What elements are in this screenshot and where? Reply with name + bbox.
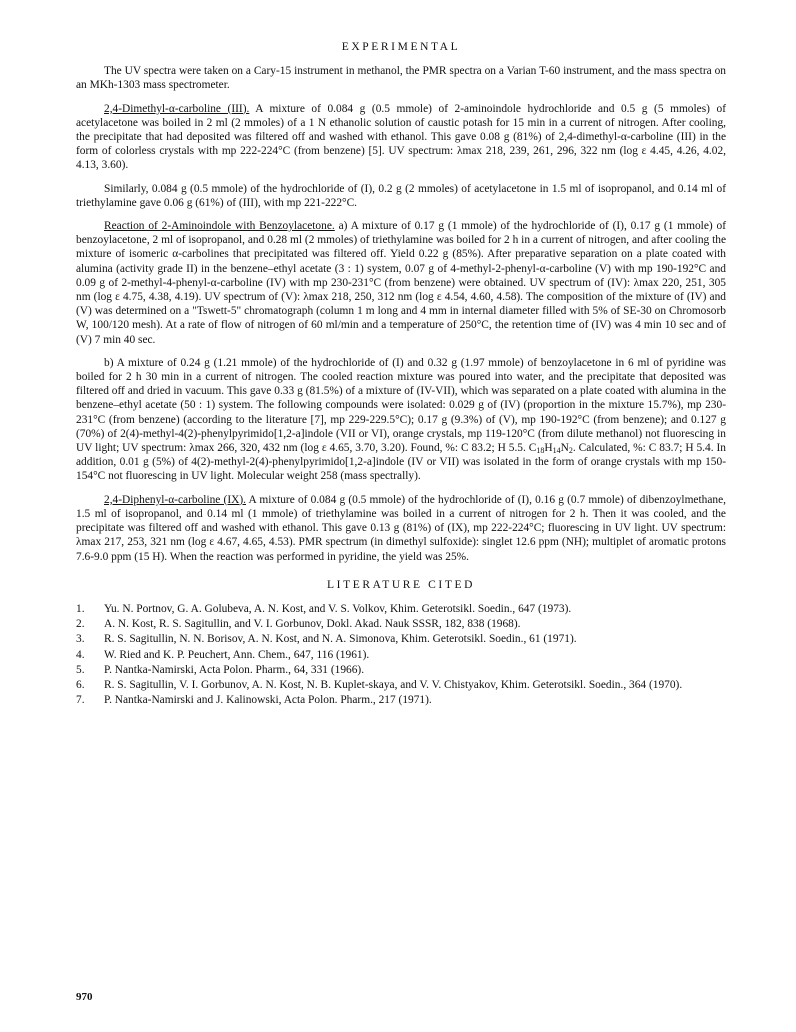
reference-item — [76, 602, 726, 616]
article-page — [76, 40, 726, 708]
reference-number: 7. — [76, 694, 85, 707]
paragraph-body-continued: . Calculated, %: C 83.7; H 5.4. In addition, 0.01 g (5%) of 4(2)-methyl-2(4)-phenylpyrimido[1,2-a]indole (IV or VII) was isolated in the form of orange crystals with mp 150-154°C not fluorescing in UV light. Molecular weight 258 (mass spectrally). — [76, 442, 727, 483]
reference-item — [76, 648, 726, 662]
reference-number: 1. — [76, 602, 85, 615]
molecular-formula: $C_{18}H_{14}N_2$ — [528, 442, 573, 456]
reference-number: 6. — [76, 678, 85, 691]
reference-text: Yu. N. Portnov, G. A. Golubeva, A. N. Kost, and V. S. Volkov, Khim. Geterotsikl. Soedin., 647 (1973). — [104, 602, 572, 615]
reference-item — [76, 632, 726, 646]
reference-text: P. Nantka-Namirski and J. Kalinowski, Acta Polon. Pharm., 217 (1971). — [104, 694, 432, 707]
paragraph-similarly: Similarly, 0.084 g (0.5 mmole) of the hydrochloride of (I), 0.2 g (2 mmoles) of acetylacetone in 1.5 ml of isopropanol, and 0.14 ml of triethylamine gave 0.06 g (61%) of (III), with mp 221-222°C. — [76, 182, 726, 209]
paragraph-variant-b — [76, 356, 726, 484]
paragraph-body: a) A mixture of 0.17 g (1 mmole) of the hydrochloride of (I), 0.17 g (1 mmole) of benzoylacetone, 2 ml of isopropanol, and 0.28 ml (2 mmoles) of triethylamine was boiled for 2 h in a current of nitrogen, and after cooling the mixture of isomeric α-carbolines that precipitated was filtered off. Yield 0.22 g (85%). After preparative separation on a plate coated with alumina (activity grade II) in the benzene–ethyl acetate (3 : 1) system, 0.07 g of 4-methyl-2-phenyl-α-carboline (V) with mp 190-192°C and 0.09 g of 2-methyl-4-phenyl-α-carboline (IV) with mp 230-231°C (from benzene) were obtained. UV spectrum of (IV): λmax 220, 251, 305 nm (log ε 4.75, 4.38, 4.19). UV spectrum of (V): λmax 218, 250, 312 nm (log ε 4.54, 4.60, 4.58). The composition of the mixture of (IV) and (V) was determined on a "Tswett-5" chromatograph (column 1 m long and 4 mm in internal diameter filled with 5% of SE-30 on Chromosorb W, 100/120 mesh). At a rate of flow of nitrogen of 60 ml/min and a temperature of 250°C, the retention time of (IV) was 4 min 10 sec and of (V) 7 min 40 sec. — [76, 220, 726, 346]
paragraph-title: 2,4-Dimethyl-α-carboline (III). — [104, 102, 250, 115]
reference-item — [76, 693, 726, 707]
reference-number: 4. — [76, 648, 85, 661]
reference-number: 2. — [76, 618, 85, 631]
reference-item — [76, 617, 726, 631]
section-heading: EXPERIMENTAL — [341, 41, 461, 53]
paragraph-title: Reaction of 2-Aminoindole with Benzoylacetone. — [104, 220, 335, 233]
paragraph-title: 2,4-Diphenyl-α-carboline (IX). — [104, 493, 246, 506]
intro-paragraph: The UV spectra were taken on a Cary-15 instrument in methanol, the PMR spectra on a Varian T-60 instrument, and the mass spectra on an MKh-1303 mass spectrometer. — [76, 65, 726, 92]
reference-number: 3. — [76, 633, 85, 646]
paragraph-benzoylacetone-reaction — [76, 219, 726, 347]
reference-text: P. Nantka-Namirski, Acta Polon. Pharm., 64, 331 (1966). — [104, 663, 365, 676]
reference-text: W. Ried and K. P. Peuchert, Ann. Chem., 647, 116 (1961). — [104, 648, 370, 661]
page-number: 970 — [76, 991, 93, 1003]
literature-heading: LITERATURE CITED — [327, 578, 475, 591]
paragraph-diphenyl-carboline — [76, 493, 726, 564]
paragraph-body: b) A mixture of 0.24 g (1.21 mmole) of the hydrochloride of (I) and 0.32 g (1.97 mmole) of benzoylacetone in 6 ml of pyridine was boiled for 2 h 30 min in a current of nitrogen. The cooled reaction mixture was poured into water, and the precipitate that deposited was filtered off and dried in vacuum. This gave 0.33 g (81.5%) of a mixture of (IV-VII), which was separated on a plate coated with alumina in the benzene–ethyl acetate (50 : 1) system. The following compounds were isolated: 0.029 g of (IV) (proportion in the mixture 15.7%), mp 230-231°C (from benzene) (according to the literature [7], mp 229-229.5°C); 0.17 g (9.3%) of (V), mp 190-192°C (from benzene); and 0.127 g (70%) of 2(4)-methyl-4(2)-phenylpyrimido[1,2-a]indole (VII or VI), orange crystals, mp 119-120°C (from dilute methanol) not fluorescing in UV light; UV spectrum: λmax 266, 320, 432 nm (log ε 4.65, 3.70, 3.20). Found, %: C 83.2; H 5.5. — [76, 356, 726, 455]
reference-text: R. S. Sagitullin, V. I. Gorbunov, A. N. Kost, N. B. Kuplet-skaya, and V. V. Chistyakov, Khim. Geterotsikl. Soedin., 364 (1970). — [104, 678, 683, 691]
paragraph-dimethyl-carboline — [76, 102, 726, 173]
reference-text: A. N. Kost, R. S. Sagitullin, and V. I. Gorbunov, Dokl. Akad. Nauk SSSR, 182, 838 (1968). — [104, 618, 521, 631]
reference-item — [76, 663, 726, 677]
reference-number: 5. — [76, 663, 85, 676]
paragraph-body: A mixture of 0.084 g (0.5 mmole) of 2-aminoindole hydrochloride and 0.5 g (5 mmoles) of acetylacetone was boiled in 2 ml (2 mmoles) of a 1 N ethanolic solution of caustic potash for 15 min in a current of nitrogen. After cooling, the precipitate that had deposited was filtered off and washed with ethanol. This gave 0.08 g (81%) of 2,4-dimethyl-α-carboline (III) in the form of colorless crystals with mp 222-224°C (from benzene) [5]. UV spectrum: λmax 218, 239, 261, 296, 322 nm (log ε 4.45, 4.26, 4.02, 4.13, 3.60). — [76, 102, 726, 172]
reference-list — [76, 602, 726, 707]
reference-item — [76, 678, 726, 692]
paragraph-body: A mixture of 0.084 g (0.5 mmole) of the hydrochloride of (I), 0.16 g (0.7 mmole) of dibenzoylmethane, 1.5 ml of isopropanol, and 0.14 ml (1 mmole) of triethylamine was boiled in a current of nitrogen for 2 h. Then it was cooled, and the precipitate was filtered off and washed with ethanol. This gave 0.13 g (81%) of (IX), mp 222-224°C; fluorescing in UV light. UV spectrum: λmax 217, 253, 321 nm (log ε 4.67, 4.65, 4.53). PMR spectrum (in dimethyl sulfoxide): singlet 12.6 ppm (NH); multiplet of aromatic protons 7.6-9.0 ppm (15 H). When the reaction was performed in pyridine, the yield was 25%. — [76, 493, 726, 563]
reference-text: R. S. Sagitullin, N. N. Borisov, A. N. Kost, and N. A. Simonova, Khim. Geterotsikl. Soedin., 61 (1971). — [104, 633, 577, 646]
